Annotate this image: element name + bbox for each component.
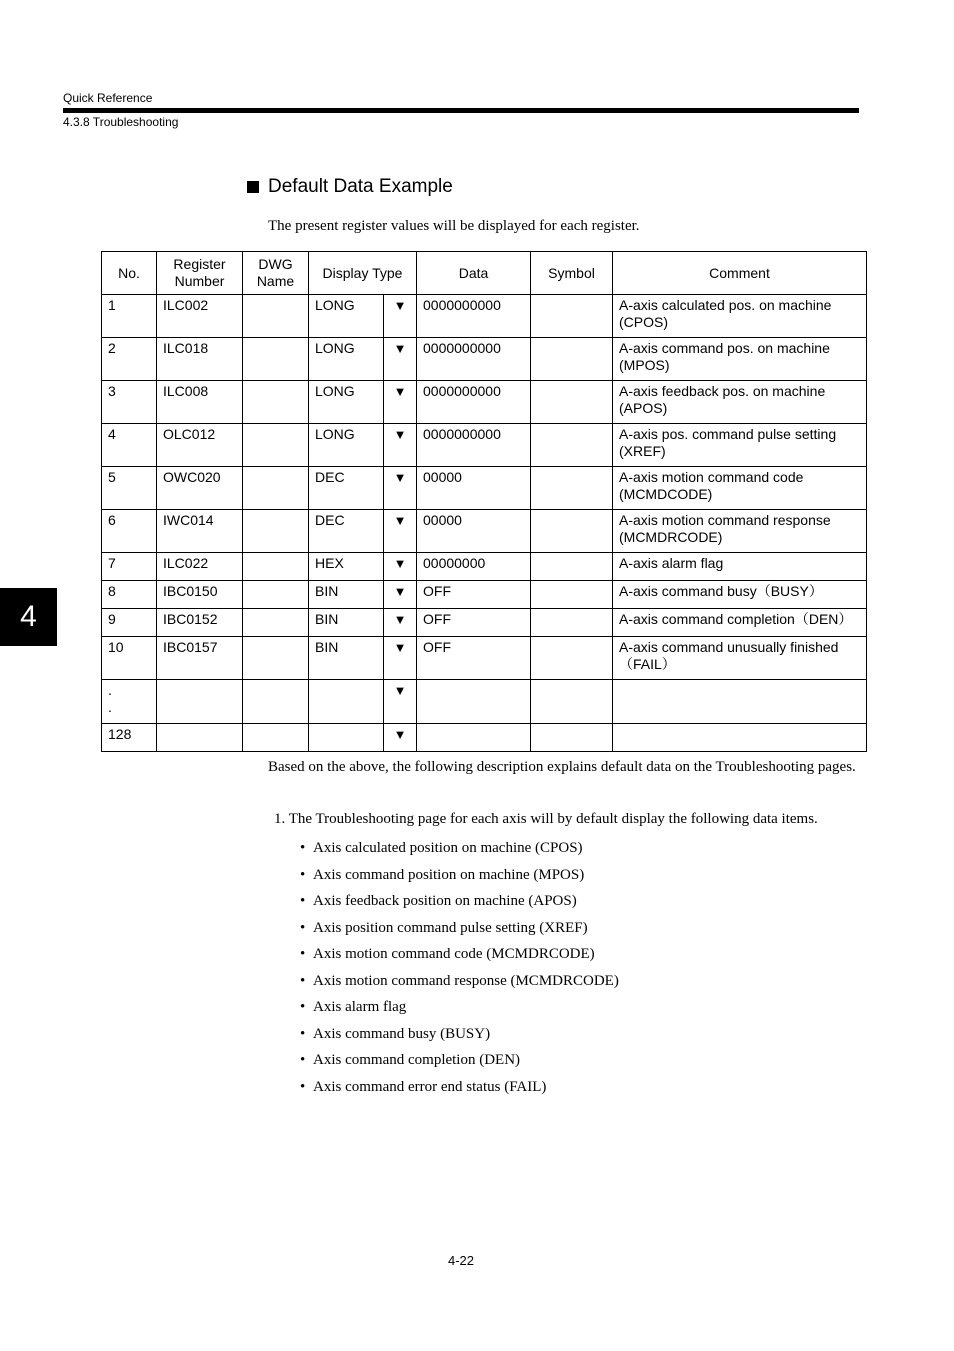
ellipsis-dot: .: [108, 682, 112, 698]
bullet-dot-icon: •: [300, 1025, 306, 1042]
cell-no: 10: [102, 637, 157, 680]
cell-symbol: [531, 295, 613, 338]
bullet-dot-icon: •: [300, 866, 306, 883]
cell-empty: [417, 680, 531, 724]
table-row: [102, 609, 867, 637]
running-header: Quick Reference: [63, 91, 153, 105]
cell-register: IBC0157: [157, 637, 243, 680]
cell-display-type: LONG: [309, 381, 384, 424]
table-row-ellipsis: [102, 680, 867, 724]
bullet-text: Axis motion command response (MCMDRCODE): [313, 972, 619, 989]
cell-no: 5: [102, 467, 157, 510]
cell-data: 0000000000: [417, 381, 531, 424]
cell-comment: A-axis alarm flag: [613, 553, 867, 581]
cell-empty: [157, 724, 243, 752]
cell-dwg: [243, 295, 309, 338]
bullet-item: [300, 1074, 619, 1101]
bullet-item: [300, 994, 619, 1021]
bullet-text: Axis command error end status (FAIL): [313, 1078, 547, 1095]
cell-register: ILC018: [157, 338, 243, 381]
bullet-dot-icon: •: [300, 946, 306, 962]
bullet-text: Axis command busy (BUSY): [313, 1025, 491, 1042]
bullet-text: Axis calculated position on machine (CPOS): [313, 840, 583, 856]
cell-comment: A-axis command completion（DEN）: [613, 609, 867, 637]
cell-register: IWC014: [157, 510, 243, 553]
cell-register: ILC022: [157, 553, 243, 581]
bullet-item: [300, 862, 619, 889]
cell-register: OLC012: [157, 424, 243, 467]
cell-data: 0000000000: [417, 424, 531, 467]
cell-display-type: LONG: [309, 295, 384, 338]
table-header-row: [102, 252, 867, 295]
cell-empty: [613, 680, 867, 724]
cell-arrow[interactable]: ▼: [384, 510, 417, 553]
ellipsis-dot: .: [108, 699, 112, 715]
cell-data: OFF: [417, 609, 531, 637]
cell-empty: [531, 724, 613, 752]
section-intro: The present register values will be displayed for each register.: [268, 218, 640, 234]
cell-no: 7: [102, 553, 157, 581]
bullet-text: Axis feedback position on machine (APOS): [313, 893, 577, 909]
cell-dwg: [243, 510, 309, 553]
running-subheader: 4.3.8 Troubleshooting: [63, 115, 179, 129]
cell-comment: A-axis command pos. on machine (MPOS): [613, 338, 867, 381]
bullet-dot-icon: •: [300, 840, 306, 856]
col-header-register: Register Number: [157, 252, 243, 295]
cell-comment: A-axis command busy（BUSY）: [613, 581, 867, 609]
col-header-comment: Comment: [613, 252, 867, 295]
bullet-dot-icon: •: [300, 972, 306, 989]
cell-no: [102, 680, 157, 724]
cell-no: 1: [102, 295, 157, 338]
cell-arrow[interactable]: ▼: [384, 424, 417, 467]
bullet-item: [300, 835, 619, 862]
cell-dwg: [243, 637, 309, 680]
bullet-item: [300, 968, 619, 995]
cell-data: 00000: [417, 510, 531, 553]
cell-empty: [243, 724, 309, 752]
bullet-text: Axis motion command code (MCMDRCODE): [313, 946, 595, 962]
cell-data: OFF: [417, 637, 531, 680]
cell-dwg: [243, 381, 309, 424]
cell-symbol: [531, 338, 613, 381]
cell-empty: [531, 680, 613, 724]
cell-dwg: [243, 467, 309, 510]
cell-dwg: [243, 581, 309, 609]
cell-symbol: [531, 609, 613, 637]
cell-comment: A-axis motion command response (MCMDRCODE): [613, 510, 867, 553]
cell-register: IBC0150: [157, 581, 243, 609]
cell-comment: A-axis calculated pos. on machine (CPOS): [613, 295, 867, 338]
cell-display-type: LONG: [309, 338, 384, 381]
table-row: [102, 424, 867, 467]
cell-comment: A-axis command unusually finished（FAIL）: [613, 637, 867, 680]
table-row: [102, 467, 867, 510]
table-row: [102, 338, 867, 381]
cell-dwg: [243, 609, 309, 637]
cell-display-type: BIN: [309, 637, 384, 680]
cell-display-type: BIN: [309, 609, 384, 637]
cell-symbol: [531, 637, 613, 680]
table-row: [102, 295, 867, 338]
cell-display-type: BIN: [309, 581, 384, 609]
bullet-item: [300, 888, 619, 915]
cell-display-type: HEX: [309, 553, 384, 581]
chapter-tab: 4: [0, 588, 57, 646]
cell-dwg: [243, 424, 309, 467]
bullet-text: Axis position command pulse setting (XREF): [313, 919, 588, 936]
col-header-dwg: DWG Name: [243, 252, 309, 295]
table-row: [102, 724, 867, 752]
table-row: [102, 510, 867, 553]
cell-no: 128: [102, 724, 157, 752]
cell-register: ILC002: [157, 295, 243, 338]
cell-arrow[interactable]: ▼: [384, 295, 417, 338]
table-row: [102, 381, 867, 424]
cell-comment: A-axis pos. command pulse setting (XREF): [613, 424, 867, 467]
cell-empty: [243, 680, 309, 724]
register-table: [101, 251, 867, 752]
cell-arrow[interactable]: ▼: [384, 467, 417, 510]
page-number: 4-22: [448, 1253, 475, 1268]
bullet-dot-icon: •: [300, 893, 306, 909]
col-header-no: No.: [102, 252, 157, 295]
bullet-list: [300, 835, 619, 1100]
cell-register: IBC0152: [157, 609, 243, 637]
bullet-item: [300, 1047, 619, 1074]
cell-symbol: [531, 467, 613, 510]
cell-data: OFF: [417, 581, 531, 609]
bullet-item: [300, 915, 619, 942]
bullet-text: Axis alarm flag: [313, 999, 407, 1015]
bullet-item: [300, 941, 619, 968]
cell-comment: A-axis motion command code (MCMDCODE): [613, 467, 867, 510]
cell-symbol: [531, 424, 613, 467]
cell-arrow[interactable]: ▼: [384, 724, 417, 752]
cell-dwg: [243, 553, 309, 581]
cell-no: 2: [102, 338, 157, 381]
cell-empty: [613, 724, 867, 752]
table-row: [102, 553, 867, 581]
cell-no: 9: [102, 609, 157, 637]
cell-arrow[interactable]: ▼: [384, 581, 417, 609]
bullet-dot-icon: •: [300, 999, 306, 1015]
cell-empty: [157, 680, 243, 724]
cell-symbol: [531, 510, 613, 553]
cell-no: 4: [102, 424, 157, 467]
cell-empty: [417, 724, 531, 752]
cell-display-type: DEC: [309, 467, 384, 510]
cell-arrow[interactable]: ▼: [384, 680, 417, 724]
cell-symbol: [531, 581, 613, 609]
cell-arrow[interactable]: ▼: [384, 637, 417, 680]
cell-comment: A-axis feedback pos. on machine (APOS): [613, 381, 867, 424]
bullet-item: [300, 1021, 619, 1048]
cell-symbol: [531, 553, 613, 581]
cell-no: 8: [102, 581, 157, 609]
col-header-symbol: Symbol: [531, 252, 613, 295]
cell-data: 00000000: [417, 553, 531, 581]
cell-arrow[interactable]: ▼: [384, 553, 417, 581]
bullet-text: Axis command position on machine (MPOS): [313, 866, 585, 883]
cell-arrow[interactable]: ▼: [384, 338, 417, 381]
square-bullet-icon: [247, 181, 259, 193]
cell-empty: [309, 724, 384, 752]
col-header-data: Data: [417, 252, 531, 295]
table-row: [102, 581, 867, 609]
cell-arrow[interactable]: ▼: [384, 381, 417, 424]
bullet-text: Axis command completion (DEN): [313, 1052, 521, 1068]
cell-register: ILC008: [157, 381, 243, 424]
bullet-dot-icon: •: [300, 1078, 306, 1095]
description-paragraph: Based on the above, the following description explains default data on the Troubleshooting pages.: [268, 759, 856, 775]
section-title-text: Default Data Example: [268, 176, 453, 197]
col-header-display-type: Display Type: [309, 252, 417, 295]
cell-display-type: DEC: [309, 510, 384, 553]
cell-no: 6: [102, 510, 157, 553]
section-title: [247, 176, 453, 198]
cell-arrow[interactable]: ▼: [384, 609, 417, 637]
cell-data: 0000000000: [417, 295, 531, 338]
cell-register: OWC020: [157, 467, 243, 510]
cell-display-type: LONG: [309, 424, 384, 467]
cell-empty: [309, 680, 384, 724]
cell-data: 00000: [417, 467, 531, 510]
cell-data: 0000000000: [417, 338, 531, 381]
cell-dwg: [243, 338, 309, 381]
bullet-dot-icon: •: [300, 1052, 306, 1068]
table-row: [102, 637, 867, 680]
cell-no: 3: [102, 381, 157, 424]
description-item-1: 1. The Troubleshooting page for each axis will by default display the following data items.: [274, 811, 818, 827]
header-rule: [63, 108, 859, 113]
bullet-dot-icon: •: [300, 919, 306, 936]
cell-symbol: [531, 381, 613, 424]
